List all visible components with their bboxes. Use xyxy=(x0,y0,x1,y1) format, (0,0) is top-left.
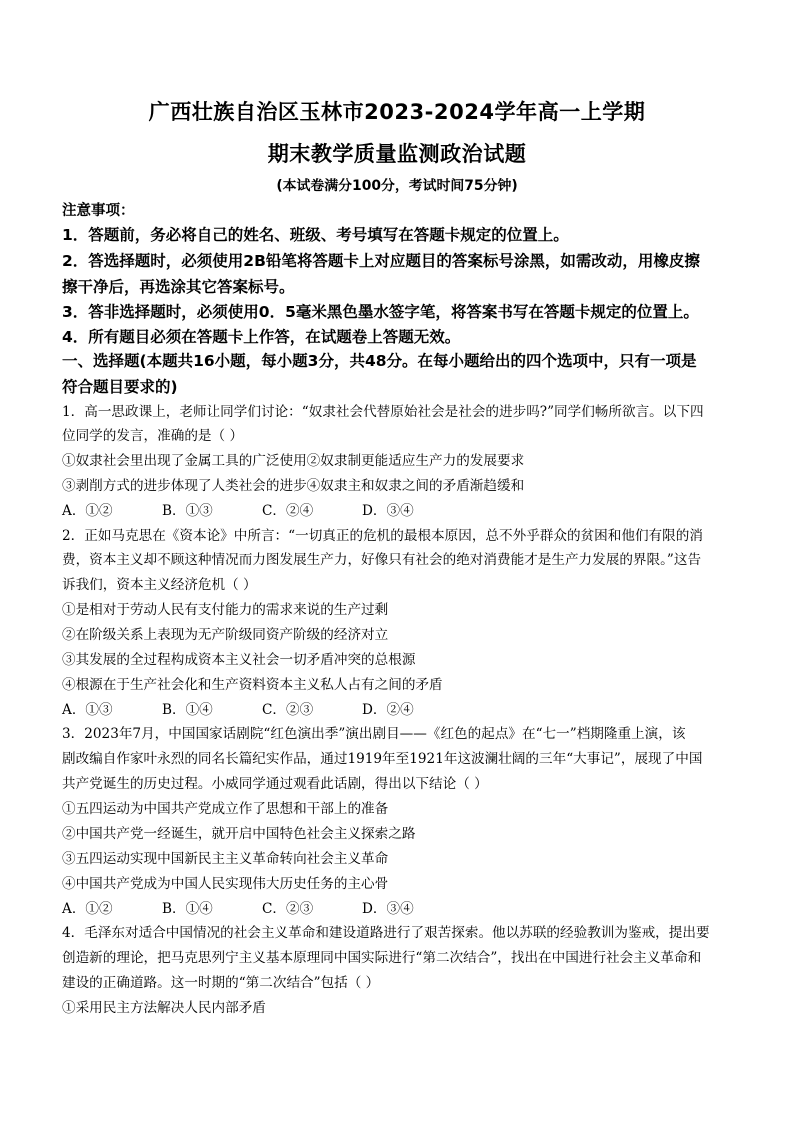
q1-statement-2: ③剥削方式的进步体现了人类社会的进步④奴隶主和奴隶之间的矛盾渐趋缓和 xyxy=(62,478,525,494)
q1-option-c: C．②④ xyxy=(262,503,314,519)
page-title-line1: 广西壮族自治区玉林市2023-2024学年高一上学期 xyxy=(148,99,646,124)
notice-heading: 注意事项： xyxy=(62,203,135,219)
q3-option-c: C．②③ xyxy=(262,901,314,917)
q1-stem-line1: 1．高一思政课上，老师让同学们讨论：“奴隶社会代替原始社会是社会的进步吗?”同学们畅所欲言。以下四 xyxy=(62,404,704,420)
q1-option-d: D．③④ xyxy=(362,503,414,519)
section1-heading-line2: 符合题目要求的) xyxy=(62,378,178,396)
q2-options xyxy=(62,698,414,718)
q1-options xyxy=(62,499,414,519)
q3-stem-line2: 剧改编自作家叶永烈的同名长篇纪实作品，通过1919年至1921年这波澜壮阔的三年“大事记”，展现了中国 xyxy=(62,751,703,767)
q2-stem-line2: 费，资本主义却不顾这种情况而力图发展生产力，好像只有社会的绝对消费能才是生产力发展的界限。”这告 xyxy=(62,552,702,568)
q3-options xyxy=(62,897,414,917)
q3-option-b: B．①④ xyxy=(162,901,213,917)
notice-item-1: 1．答题前，务必将自己的姓名、班级、考号填写在答题卡规定的位置上。 xyxy=(62,226,569,244)
q2-statement-1: ①是相对于劳动人民有支付能力的需求来说的生产过剩 xyxy=(62,602,389,618)
q2-option-c: C．②③ xyxy=(262,702,314,718)
q4-stem-line2: 创造新的理论，把马克思列宁主义基本原理同中国实际进行“第二次结合”，找出在中国进行社会主义革命和 xyxy=(62,950,702,966)
q3-stem-line3: 共产党诞生的历史过程。小威同学通过观看此话剧，得出以下结论（ ） xyxy=(62,776,488,792)
q2-stem-line3: 诉我们，资本主义经济危机（ ） xyxy=(62,577,257,593)
q3-option-d: D．③④ xyxy=(362,901,414,917)
notice-item-3: 3．答非选择题时，必须使用0．5毫米黑色墨水签字笔，将答案书写在答题卡规定的位置上。 xyxy=(62,303,699,321)
q3-stem-line1: 3．2023年7月，中国国家话剧院“红色演出季”演出剧目——《红色的起点》在“七一”档期隆重上演，该 xyxy=(62,726,686,742)
q2-statement-4: ④根源在于生产社会化和生产资料资本主义私人占有之间的矛盾 xyxy=(62,677,443,693)
exam-note: (本试卷满分100分，考试时间75分钟) xyxy=(276,178,518,194)
section1-heading-line1: 一、选择题(本题共16小题，每小题3分，共48分。在每小题给出的四个选项中，只有一项是 xyxy=(62,352,697,370)
q4-stem-line3: 建设的正确道路。这一时期的“第二次结合”包括（ ） xyxy=(62,975,380,991)
q4-statement-1: ①采用民主方法解决人民内部矛盾 xyxy=(62,1000,266,1016)
q4-stem-line1: 4．毛泽东对适合中国情况的社会主义革命和建设道路进行了艰苦探索。他以苏联的经验教训为鉴戒，提出要 xyxy=(62,925,710,941)
q2-stem-line1: 2．正如马克思在《资本论》中所言：“一切真正的危机的最根本原因，总不外乎群众的贫困和他们有限的消 xyxy=(62,528,703,544)
q3-option-a: A．①② xyxy=(62,901,113,917)
q2-statement-3: ③其发展的全过程构成资本主义社会一切矛盾冲突的总根源 xyxy=(62,652,416,668)
page-title-line2: 期末教学质量监测政治试题 xyxy=(267,141,527,166)
notice-item-2-line2: 擦干净后，再选涂其它答案标号。 xyxy=(62,278,295,296)
q1-statement-1: ①奴隶社会里出现了金属工具的广泛使用②奴隶制更能适应生产力的发展要求 xyxy=(62,453,525,469)
q2-option-d: D．②④ xyxy=(362,702,414,718)
q3-statement-3: ③五四运动实现中国新民主主义革命转向社会主义革命 xyxy=(62,851,389,867)
q1-stem-line2: 位同学的发言，准确的是（ ） xyxy=(62,428,244,444)
q3-statement-2: ②中国共产党一经诞生，就开启中国特色社会主义探索之路 xyxy=(62,826,416,842)
notice-item-2-line1: 2．答选择题时，必须使用2B铅笔将答题卡上对应题目的答案标号涂黑，如需改动，用橡皮擦 xyxy=(62,252,700,270)
q3-statement-1: ①五四运动为中国共产党成立作了思想和干部上的准备 xyxy=(62,801,389,817)
notice-item-4: 4．所有题目必须在答题卡上作答，在试题卷上答题无效。 xyxy=(62,328,461,346)
q1-option-b: B．①③ xyxy=(162,503,213,519)
q2-option-a: A．①③ xyxy=(62,702,113,718)
q2-option-b: B．①④ xyxy=(162,702,213,718)
q2-statement-2: ②在阶级关系上表现为无产阶级同资产阶级的经济对立 xyxy=(62,627,389,643)
q1-option-a: A．①② xyxy=(62,503,113,519)
q3-statement-4: ④中国共产党成为中国人民实现伟大历史任务的主心骨 xyxy=(62,876,389,892)
